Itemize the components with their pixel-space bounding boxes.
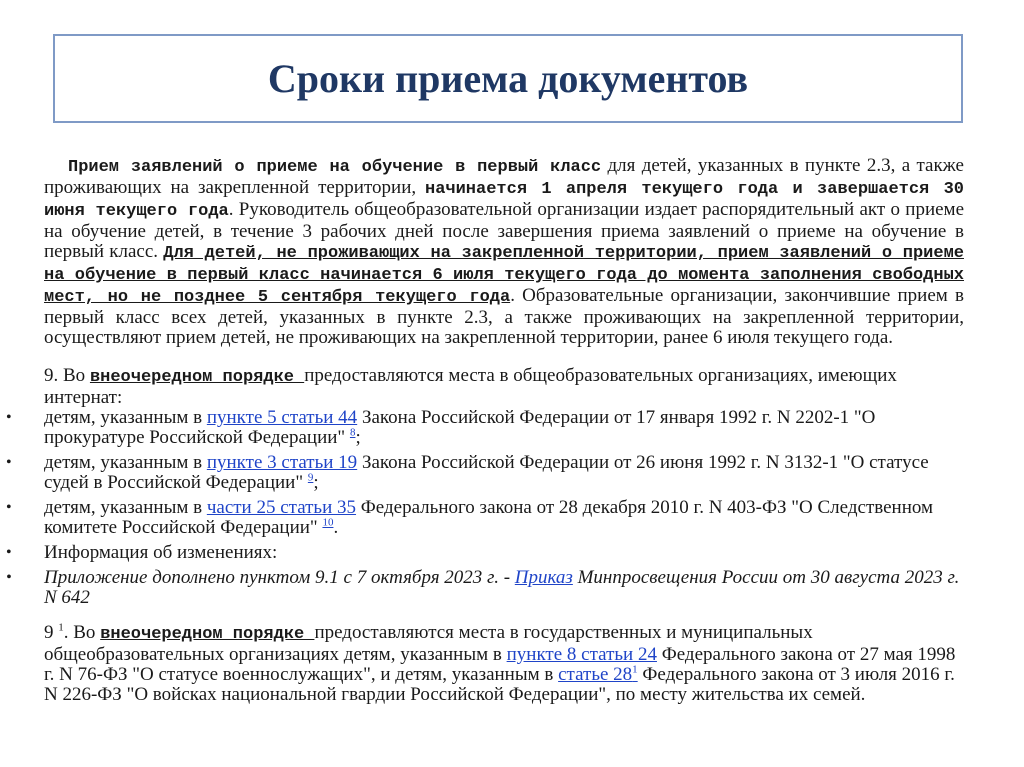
paragraph-first-class-admission [44, 156, 964, 348]
bullet-text: детям, указанным в [44, 452, 207, 473]
bullet-marker: • [6, 569, 12, 586]
bullet-text: детям, указанным в [44, 497, 207, 518]
admission-text-3: . Образовательные организации, закончившие прием в первый класс всех детей, указанных в пункте 2.3, а также проживающих на закрепленной территории, осуществляют прием детей, не проживающих на закрепленной территории, ранее 6 июля текущего года. [44, 285, 964, 348]
bullet-marker: • [6, 454, 12, 471]
bullet-text: Закона Российской Федерации от 26 июня 1992 г. N 3132-1 "О статусе судей в Российской Федерации" [44, 452, 929, 493]
bullet-text: ; [355, 427, 361, 448]
p91-text: Федерального закона от 27 мая 1998 г. N 76-ФЗ "О статусе военнослужащих", и детям, указанным в [44, 644, 956, 685]
p9-prefix: 9. Во [44, 365, 90, 386]
p9-priority-text: внеочередном порядке [89, 368, 305, 387]
p91-number-sup: 1 [58, 621, 64, 634]
list-item [0, 498, 964, 538]
admission-text-1: для детей, указанных в пункте 2.3, а также проживающих на закрепленной территории, [44, 155, 964, 198]
p9-rest: предоставляются места в общеобразовательных организациях, имеющих интернат: [44, 365, 897, 408]
list-item [0, 543, 964, 563]
footnote-link[interactable]: 8 [349, 426, 356, 439]
bullet-text: детям, указанным в [44, 407, 207, 428]
info-changes-label: Информация об изменениях: [44, 542, 278, 563]
law-link-investigative[interactable]: части 25 статьи 35 [206, 497, 357, 518]
p91-text: предоставляются места в государственных и муниципальных общеобразовательных организациях детям, указанным в [44, 622, 813, 665]
p91-priority-text: внеочередном порядке [100, 625, 315, 644]
admission-dates-bold: начинается 1 апреля текущего года и завершается 30 июня текущего года [44, 180, 964, 221]
paragraph-9 [44, 366, 964, 408]
bullet-marker: • [6, 544, 12, 561]
law-link-judges[interactable]: пункте 3 статьи 19 [206, 452, 358, 473]
law-link-national-guard[interactable] [558, 664, 638, 685]
non-resident-rule-text: Для детей, не проживающих на закрепленной территории, прием заявлений о приеме на обучение в первый класс начинается 6 июля текущего года до момента заполнения свободных мест, но не позднее 5 сентября текущего года [44, 244, 964, 307]
page-title: Сроки приема документов [267, 56, 749, 101]
footnote-link[interactable]: 9 [307, 471, 314, 484]
bullet-list [0, 408, 1000, 613]
footnote-link[interactable]: 10 [322, 516, 334, 529]
amendment-text: Минпросвещения России от 30 августа 2023 г. N 642 [44, 567, 960, 608]
p91-prefix: . Во [63, 622, 101, 643]
p9-priority [90, 365, 304, 386]
p91-text: Федерального закона от 3 июля 2016 г. N 226-ФЗ "О войсках национальной гвардии Российской Федерации", по месту жительства их семей. [44, 664, 955, 705]
list-item [0, 408, 964, 448]
amendment-text: Приложение дополнено пунктом 9.1 с 7 октября 2023 г. - [44, 567, 515, 588]
title-frame [53, 34, 963, 123]
bullet-marker: • [6, 499, 12, 516]
bullet-marker: • [6, 409, 12, 426]
bullet-text: Закона Российской Федерации от 17 января 1992 г. N 2202-1 "О прокуратуре Российской Федерации" [44, 407, 876, 448]
law-link-national-guard-text: статье 28 [558, 664, 633, 685]
bullet-text: Федерального закона от 28 декабря 2010 г. N 403-ФЗ "О Следственном комитете Российской Федерации" [44, 497, 934, 538]
bullet-text: ; [313, 472, 319, 493]
order-link[interactable]: Приказ [514, 567, 573, 588]
list-item [0, 568, 964, 608]
bullet-text: . [333, 517, 339, 538]
p91-priority [100, 622, 314, 643]
law-link-prosecutor[interactable]: пункте 5 статьи 44 [206, 407, 358, 428]
law-link-military[interactable]: пункте 8 статьи 24 [506, 644, 657, 665]
law-link-national-guard-sup: 1 [632, 663, 638, 676]
list-item [0, 453, 964, 493]
admission-text-2: . Руководитель общеобразовательной организации издает распорядительный акт о приеме на обучение детей, в течение 3 рабочих дней после завершения приема заявлений о приеме на обучение в первый класс. [44, 199, 965, 262]
paragraph-9-1 [44, 623, 964, 705]
admission-start-bold: Прием заявлений о приеме на обучение в первый класс [68, 158, 602, 177]
p91-number: 9 [44, 622, 59, 643]
